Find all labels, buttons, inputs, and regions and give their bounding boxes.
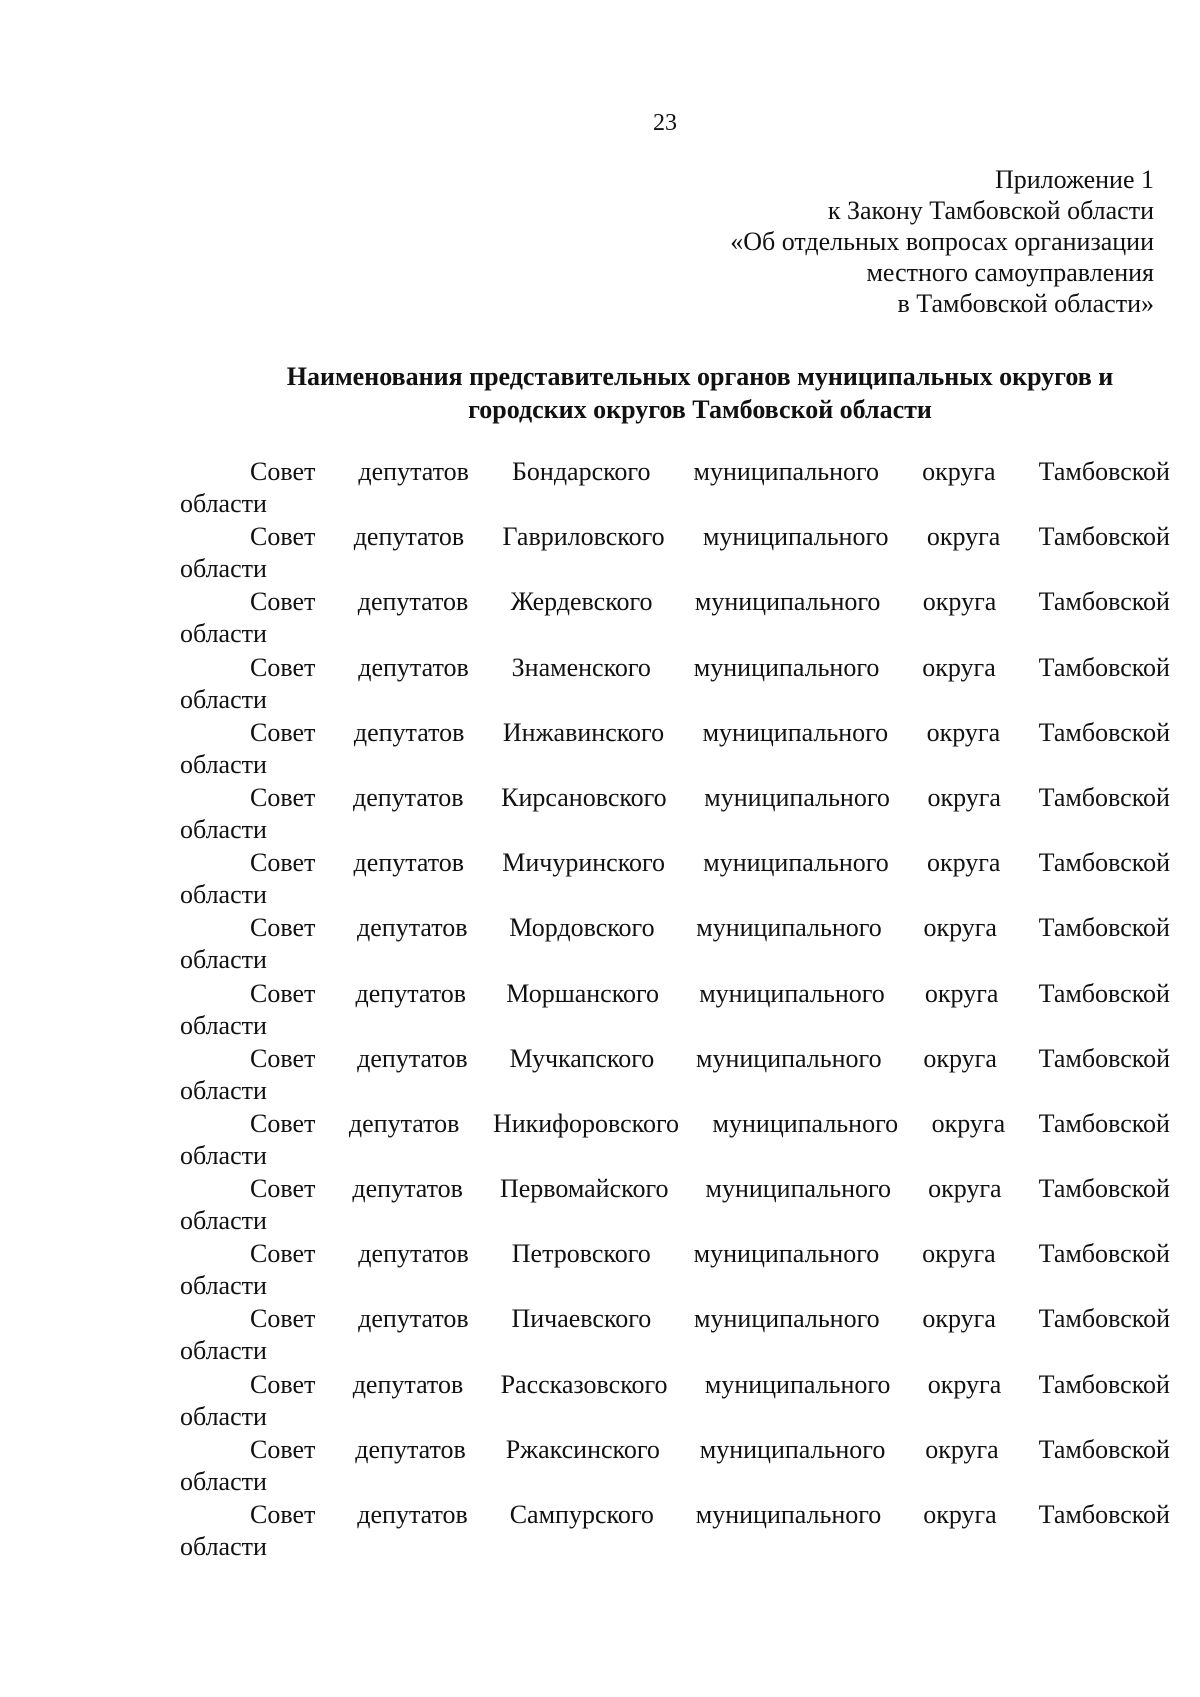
entry-first-line [180, 1434, 1170, 1466]
entry-word-okruga: округа [922, 652, 996, 682]
entry-second-line: области [180, 1075, 267, 1105]
entry-word-deputatov: депутатов [352, 1369, 464, 1399]
entry-word-tambovskoy: Тамбовской [1038, 782, 1170, 812]
entry-word-tambovskoy: Тамбовской [1038, 1239, 1170, 1269]
entry-word-sovet: Совет [250, 1108, 316, 1138]
entry-district-name: Знаменского [511, 652, 651, 682]
entry-district-name: Жердевского [510, 587, 653, 617]
entry-first-line [180, 847, 1170, 879]
entry-word-municipal: муниципального [696, 913, 882, 943]
entry-word-deputatov: депутатов [358, 1239, 469, 1269]
entry-district-name: Кирсановского [501, 782, 667, 812]
entry-word-okruga: округа [925, 1434, 999, 1464]
entry-word-sovet: Совет [250, 913, 316, 943]
entry-word-sovet: Совет [250, 522, 316, 552]
entry-word-deputatov: депутатов [353, 522, 465, 552]
list-item [180, 782, 1170, 847]
list-item [180, 1108, 1170, 1173]
entry-word-tambovskoy: Тамбовской [1038, 1369, 1170, 1399]
entry-first-line [180, 1108, 1170, 1140]
entry-first-line [180, 456, 1170, 488]
entry-second-line: области [180, 1466, 267, 1496]
entry-word-municipal: муниципального [702, 717, 889, 747]
entry-word-sovet: Совет [250, 848, 316, 878]
entry-word-tambovskoy: Тамбовской [1038, 1108, 1170, 1138]
appendix-line: в Тамбовской области» [897, 289, 1154, 318]
entry-second-line: области [180, 749, 267, 779]
entry-word-tambovskoy: Тамбовской [1038, 848, 1170, 878]
entry-second-line: области [180, 1336, 267, 1366]
entry-district-name: Пичаевского [511, 1304, 652, 1334]
entry-first-line [180, 521, 1170, 553]
entry-first-line [180, 717, 1170, 749]
entry-second-line: области [180, 1401, 267, 1431]
entry-word-sovet: Совет [250, 457, 316, 486]
entry-word-deputatov: депутатов [357, 1500, 468, 1529]
heading-line: Наименования представительных органов муниципальных округов и [286, 362, 1114, 391]
entry-word-okruga: округа [926, 522, 1001, 552]
entry-word-deputatov: депутатов [357, 1043, 468, 1073]
entry-word-sovet: Совет [250, 1304, 316, 1334]
entry-word-okruga: округа [923, 1043, 997, 1073]
entry-first-line [180, 1369, 1170, 1401]
entry-word-sovet: Совет [250, 587, 316, 617]
entry-second-line: области [180, 1206, 267, 1236]
entry-word-deputatov: депутатов [355, 1434, 466, 1464]
entry-district-name: Моршанского [506, 978, 660, 1008]
entry-word-tambovskoy: Тамбовской [1038, 1434, 1170, 1464]
entry-second-line: области [180, 619, 267, 649]
heading-line: городских округов Тамбовской области [468, 395, 932, 424]
entry-word-municipal: муниципального [694, 587, 881, 617]
entry-first-line [180, 978, 1170, 1010]
entry-word-deputatov: депутатов [357, 587, 469, 617]
entry-word-sovet: Совет [250, 782, 316, 812]
entry-word-municipal: муниципального [693, 652, 880, 682]
entry-district-name: Инжавинского [502, 717, 665, 747]
entry-first-line [180, 1499, 1170, 1531]
entry-first-line [180, 1303, 1170, 1335]
entry-word-okruga: округа [922, 587, 997, 617]
entry-word-deputatov: депутатов [353, 848, 465, 878]
entry-district-name: Мичуринского [502, 848, 666, 878]
entry-second-line: области [180, 945, 267, 975]
entry-district-name: Ржаксинского [505, 1434, 660, 1464]
entry-word-sovet: Совет [250, 978, 316, 1008]
list-item [180, 912, 1170, 977]
list-item [180, 847, 1170, 912]
entry-word-okruga: округа [926, 848, 1001, 878]
list-item [180, 586, 1170, 651]
entry-word-municipal: муниципального [702, 522, 889, 552]
entry-first-line [180, 1173, 1170, 1205]
entry-district-name: Рассказовского [500, 1369, 668, 1399]
entry-word-municipal: муниципального [699, 978, 885, 1008]
entry-word-okruga: округа [923, 1500, 997, 1529]
entry-word-deputatov: депутатов [358, 457, 469, 486]
entry-first-line [180, 586, 1170, 618]
entry-word-okruga: округа [922, 1239, 996, 1269]
entry-second-line: области [180, 1532, 267, 1561]
entry-word-deputatov: депутатов [355, 978, 467, 1008]
list-item [180, 456, 1170, 521]
entry-word-sovet: Совет [250, 1174, 316, 1204]
list-item [180, 1303, 1170, 1368]
entry-word-okruga: округа [931, 1108, 1006, 1138]
list-item [180, 1434, 1170, 1499]
entry-word-municipal: муниципального [704, 1369, 891, 1399]
appendix-line: местного самоуправления [866, 258, 1154, 287]
page-number: 23 [653, 110, 677, 136]
entry-word-tambovskoy: Тамбовской [1038, 978, 1170, 1008]
entry-second-line: области [180, 1010, 267, 1040]
entry-word-okruga: округа [922, 457, 996, 486]
entry-word-okruga: округа [927, 1369, 1002, 1399]
list-item [180, 717, 1170, 782]
entry-word-okruga: округа [926, 717, 1001, 747]
entry-second-line: области [180, 489, 267, 518]
entry-district-name: Мучкапского [509, 1043, 655, 1073]
list-item [180, 1238, 1170, 1303]
entry-word-sovet: Совет [250, 1500, 316, 1529]
entry-district-name: Петровского [511, 1239, 651, 1269]
entry-word-municipal: муниципального [694, 1304, 880, 1334]
entry-district-name: Никифоровского [492, 1108, 680, 1138]
entry-word-sovet: Совет [250, 1043, 316, 1073]
appendix-line: «Об отдельных вопросах организации [730, 227, 1154, 256]
entry-word-okruga: округа [923, 913, 997, 943]
entry-word-municipal: муниципального [695, 1500, 882, 1529]
appendix-line: к Закону Тамбовской области [827, 196, 1154, 225]
entry-word-municipal: муниципального [712, 1108, 899, 1138]
entry-first-line [180, 1238, 1170, 1270]
entry-district-name: Мордовского [509, 913, 655, 943]
entry-word-sovet: Совет [250, 717, 316, 747]
entry-word-okruga: округа [928, 1174, 1002, 1204]
entry-word-municipal: муниципального [693, 457, 880, 486]
entry-word-tambovskoy: Тамбовской [1038, 587, 1170, 617]
entry-second-line: области [180, 554, 267, 584]
entry-word-deputatov: депутатов [352, 782, 464, 812]
entry-first-line [180, 652, 1170, 684]
list-item [180, 1043, 1170, 1108]
list-item [180, 1499, 1170, 1564]
entry-word-tambovskoy: Тамбовской [1038, 1174, 1170, 1204]
entry-first-line [180, 1043, 1170, 1075]
entry-word-sovet: Совет [250, 1369, 316, 1399]
entry-word-tambovskoy: Тамбовской [1038, 1043, 1170, 1073]
entry-first-line [180, 912, 1170, 944]
appendix-line: Приложение 1 [994, 165, 1154, 194]
entry-district-name: Бондарского [511, 457, 651, 486]
entry-second-line: области [180, 684, 267, 714]
entry-word-tambovskoy: Тамбовской [1038, 522, 1170, 552]
entry-word-deputatov: депутатов [353, 717, 465, 747]
entry-second-line: области [180, 814, 267, 844]
entry-first-line [180, 782, 1170, 814]
entry-word-municipal: муниципального [696, 1043, 882, 1073]
appendix-reference [594, 164, 1154, 319]
entry-second-line: области [180, 1271, 267, 1301]
entry-second-line: области [180, 880, 267, 910]
entry-word-deputatov: депутатов [348, 1108, 460, 1138]
entry-word-municipal: муниципального [699, 1434, 886, 1464]
entry-district-name: Первомайского [499, 1174, 669, 1204]
entry-word-sovet: Совет [250, 652, 316, 682]
entry-word-sovet: Совет [250, 1434, 316, 1464]
entry-word-deputatov: депутатов [358, 652, 469, 682]
entry-word-tambovskoy: Тамбовской [1038, 457, 1170, 486]
entry-word-tambovskoy: Тамбовской [1038, 1500, 1170, 1529]
list-item [180, 1369, 1170, 1434]
entry-word-tambovskoy: Тамбовской [1038, 652, 1170, 682]
list-item [180, 521, 1170, 586]
entry-word-okruga: округа [922, 1304, 996, 1334]
entry-word-municipal: муниципального [693, 1239, 880, 1269]
list-item [180, 652, 1170, 717]
entry-word-okruga: округа [927, 782, 1001, 812]
entry-word-deputatov: депутатов [358, 1304, 469, 1334]
entry-district-name: Сампурского [509, 1500, 654, 1529]
entry-word-tambovskoy: Тамбовской [1038, 1304, 1170, 1334]
entry-word-deputatov: депутатов [357, 913, 468, 943]
entry-word-municipal: муниципального [704, 782, 890, 812]
entry-word-deputatov: депутатов [352, 1174, 463, 1204]
entry-word-tambovskoy: Тамбовской [1038, 913, 1170, 943]
entry-second-line: области [180, 1140, 267, 1170]
council-list [180, 456, 1170, 1564]
entry-district-name: Гавриловского [502, 522, 665, 552]
entry-word-tambovskoy: Тамбовской [1038, 717, 1170, 747]
list-item [180, 1173, 1170, 1238]
entry-word-okruga: округа [924, 978, 999, 1008]
entry-word-municipal: муниципального [705, 1174, 892, 1204]
document-heading [230, 360, 1170, 426]
list-item [180, 978, 1170, 1043]
entry-word-municipal: муниципального [703, 848, 889, 878]
entry-word-sovet: Совет [250, 1239, 316, 1269]
